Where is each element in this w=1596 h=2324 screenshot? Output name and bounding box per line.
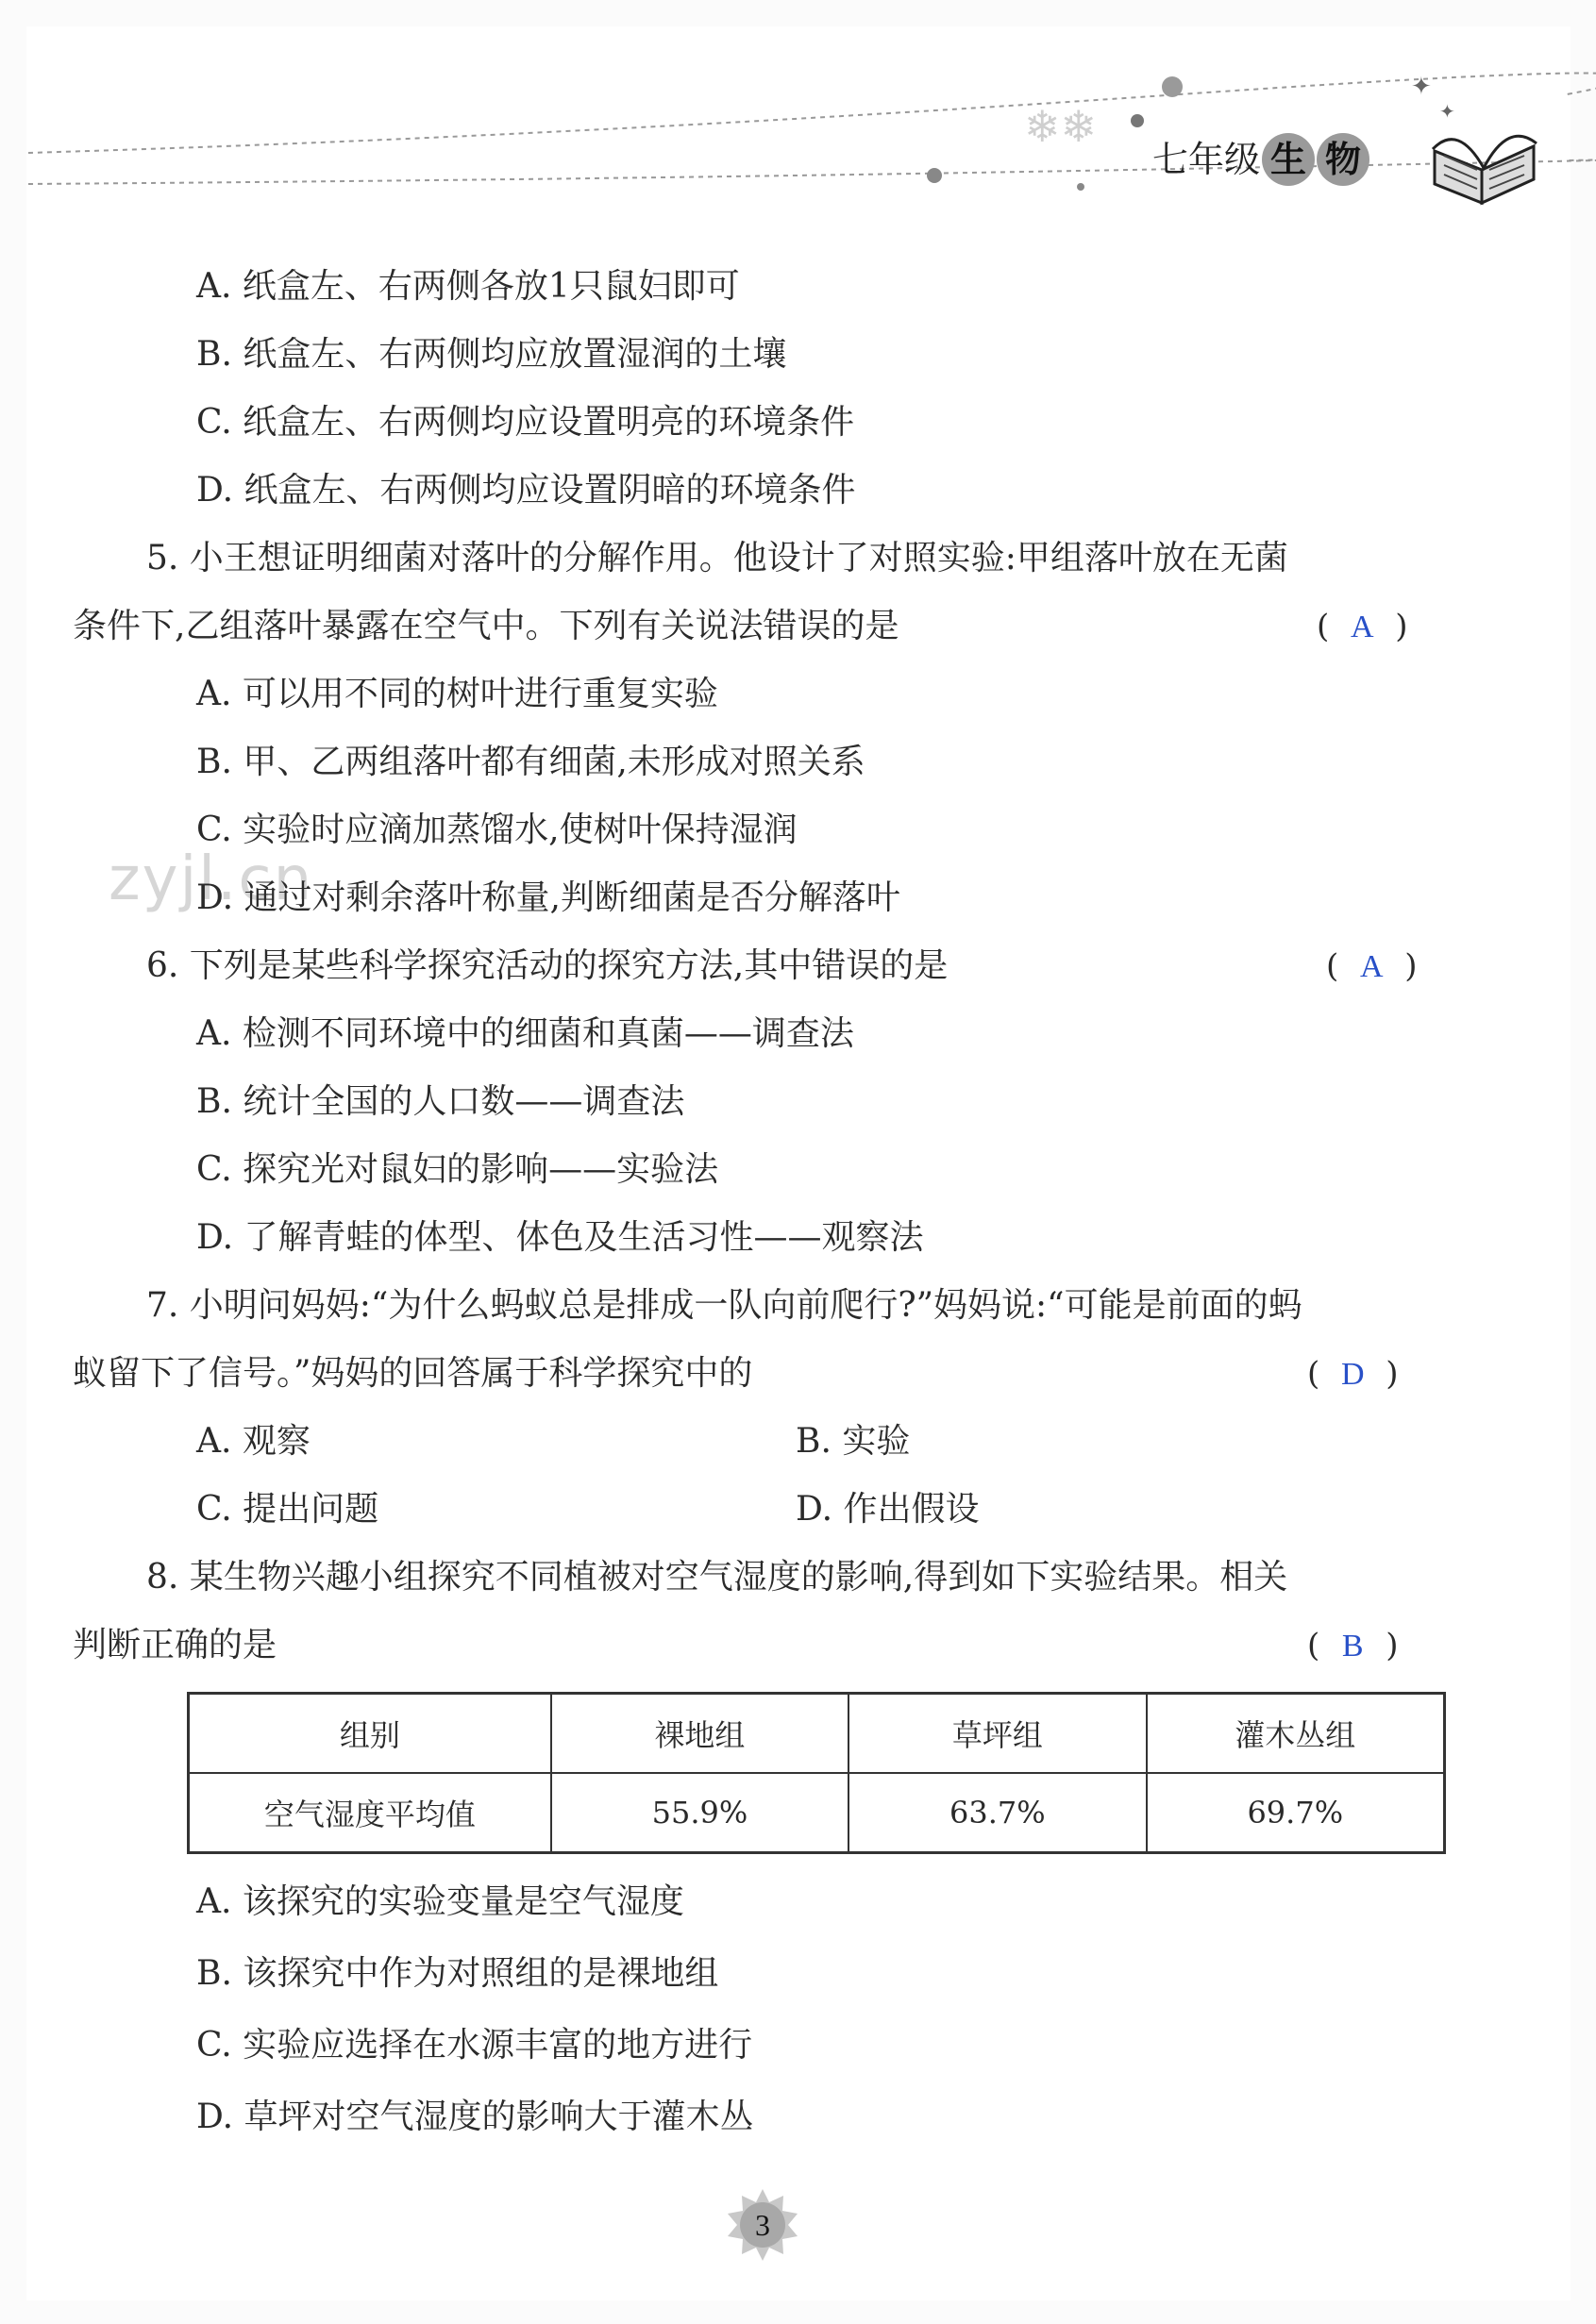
q6-option-c: C. 探究光对鼠妇的影响——实验法 — [196, 1150, 719, 1189]
header-decoration — [0, 0, 1596, 226]
table-header-cell: 裸地组 — [551, 1694, 848, 1774]
table-cell: 63.7% — [848, 1773, 1146, 1853]
q5-option-b: B. 甲、乙两组落叶都有细菌,未形成对照关系 — [196, 743, 865, 781]
q6-option-b: B. 统计全国的人口数——调查法 — [196, 1082, 685, 1121]
q7-option-a: A. 观察 — [196, 1422, 311, 1461]
q7-option-b: B. 实验 — [796, 1422, 911, 1461]
q7-stem-line1: 7. 小明问妈妈:“为什么蚂蚁总是排成一队向前爬行?”妈妈说:“可能是前面的蚂 — [146, 1286, 1302, 1325]
q6-option-a: A. 检测不同环境中的细菌和真菌——调查法 — [196, 1014, 854, 1053]
q5-option-c: C. 实验时应滴加蒸馏水,使树叶保持湿润 — [196, 811, 798, 849]
q4-option-d: D. 纸盒左、右两侧均应设置阴暗的环境条件 — [196, 471, 856, 510]
q6-stem: 6. 下列是某些科学探究活动的探究方法,其中错误的是 — [146, 946, 949, 985]
q5-answer: ( A ) — [1317, 604, 1408, 650]
table-cell: 69.7% — [1147, 1773, 1445, 1853]
page-number-badge — [727, 2189, 798, 2261]
table-cell: 55.9% — [551, 1773, 848, 1853]
table-header-row — [189, 1694, 1445, 1774]
svg-text:❄❄: ❄❄ — [1024, 101, 1098, 152]
q6-answer: ( A ) — [1326, 944, 1418, 990]
q5-option-a: A. 可以用不同的树叶进行重复实验 — [196, 675, 718, 713]
svg-text:✦: ✦ — [1439, 100, 1455, 123]
q5-stem-line2: 条件下,乙组落叶暴露在空气中。下列有关说法错误的是 — [73, 607, 899, 645]
table-header-cell: 草坪组 — [848, 1694, 1146, 1774]
q8-option-c: C. 实验应选择在水源丰富的地方进行 — [196, 2026, 753, 2065]
q8-stem-line2: 判断正确的是 — [73, 1626, 277, 1664]
q8-stem-line1: 8. 某生物兴趣小组探究不同植被对空气湿度的影响,得到如下实验结果。相关 — [146, 1558, 1288, 1597]
page-number: 3 — [755, 2208, 770, 2242]
humidity-table — [187, 1692, 1446, 1854]
book-icon — [1425, 113, 1548, 208]
q7-option-c: C. 提出问题 — [196, 1490, 379, 1529]
q8-answer-letter: B — [1341, 1629, 1364, 1664]
q7-stem-line2: 蚁留下了信号。”妈妈的回答属于科学探究中的 — [73, 1354, 753, 1393]
q5-answer-letter: A — [1350, 610, 1374, 644]
q4-option-c: C. 纸盒左、右两侧均应设置明亮的环境条件 — [196, 403, 855, 442]
q8-answer: ( B ) — [1307, 1623, 1399, 1669]
q7-answer-letter: D — [1340, 1357, 1365, 1392]
table-row — [189, 1773, 1445, 1853]
table-header-cell: 灌木丛组 — [1147, 1694, 1445, 1774]
subject-char-1: 生 — [1262, 133, 1315, 186]
svg-text:✦: ✦ — [1411, 73, 1432, 101]
q8-option-d: D. 草坪对空气湿度的影响大于灌木丛 — [196, 2098, 754, 2136]
q4-option-a: A. 纸盒左、右两侧各放1只鼠妇即可 — [196, 267, 740, 306]
q5-option-d: D. 通过对剩余落叶称量,判断细菌是否分解落叶 — [196, 878, 900, 917]
q6-option-d: D. 了解青蛙的体型、体色及生活习性——观察法 — [196, 1218, 924, 1257]
table-cell: 空气湿度平均值 — [189, 1773, 551, 1853]
q8-option-a: A. 该探究的实验变量是空气湿度 — [196, 1882, 684, 1921]
q8-option-b: B. 该探究中作为对照组的是裸地组 — [196, 1954, 719, 1993]
watermark: zyjl.cn — [109, 844, 314, 914]
table-header-cell: 组别 — [189, 1694, 551, 1774]
q7-answer: ( D ) — [1307, 1351, 1399, 1397]
q7-option-d: D. 作出假设 — [796, 1490, 980, 1529]
q5-stem-line1: 5. 小王想证明细菌对落叶的分解作用。他设计了对照实验:甲组落叶放在无菌 — [146, 539, 1288, 577]
q4-option-b: B. 纸盒左、右两侧均应放置湿润的土壤 — [196, 335, 787, 374]
header-grade: 七年级 — [1151, 139, 1260, 180]
subject-char-2: 物 — [1317, 133, 1369, 186]
q6-answer-letter: A — [1359, 949, 1384, 984]
header-title — [1152, 130, 1369, 186]
